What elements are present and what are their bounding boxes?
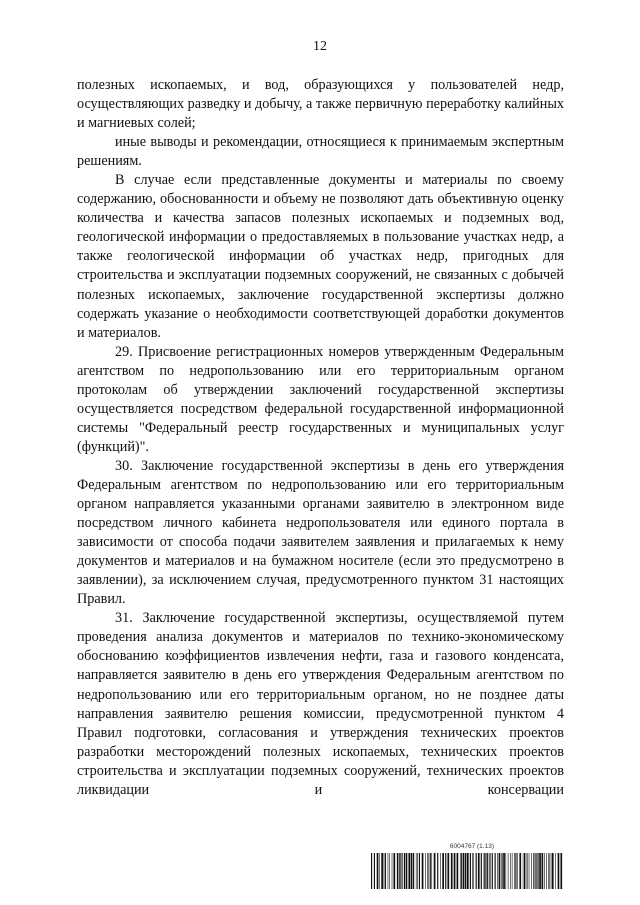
paragraph-clause-29: 29. Присвоение регистрационных номеров утвержденным Федеральным агентством по недропользованию или его территориальным органом протоколам об утверждении заключений государственной экспертизы осуществляется посредством федеральной государственной информационной системы "Федеральный реестр государственных и муниципальных услуг (функций)". bbox=[77, 343, 564, 455]
paragraph-clause-31: 31. Заключение государственной экспертизы, осуществляемой путем проведения анализа документов и материалов по технико-экономическому обоснованию коэффициентов извлечения нефти, газа и газового конденсата, направляется заявителю в день его утверждения Федеральным агентством по недропользованию или его территориальным органом, но не позднее даты направления заявителю решения комиссии, предусмотренной пунктом 4 Правил подготовки, согласования и утверждения технических проектов разработки месторождений полезных ископаемых, технических проектов строительства и эксплуатации подземных сооружений, технических проектов ликвидации и консервации bbox=[77, 610, 564, 798]
paragraph-insufficient-materials: В случае если представленные документы и материалы по своему содержанию, обоснованности и объему не позволяют дать объективную оценку количества и качества запасов полезных ископаемых и подземных вод, геологической информации о предоставляемых в пользование участках недр, а также геологической информации об участках недр, пригодных для строительства и эксплуатации подземных сооружений, не связанных с добычей полезных ископаемых, заключение государственной экспертизы должно содержать указание о необходимости соответствующей доработки документов и материалов. bbox=[77, 172, 564, 341]
barcode-icon bbox=[370, 853, 564, 889]
barcode-caption: 6004767 (1.13) bbox=[449, 843, 494, 850]
document-body bbox=[77, 76, 564, 800]
paragraph-other-conclusions: иные выводы и рекомендации, относящиеся к принимаемым экспертным решениям. bbox=[77, 134, 564, 170]
paragraph-clause-30: 30. Заключение государственной экспертизы в день его утверждения Федеральным агентством по недропользованию или его территориальным органом направляется указанными органами заявителю в электронном виде посредством личного кабинета недропользователя или единого портала в зависимости от способа подачи заявителем заявления и прилагаемых к нему документов и материалов и на бумажном носителе (если это предусмотрено в заявлении), за исключением случая, предусмотренного пунктом 31 настоящих Правил. bbox=[77, 457, 564, 608]
paragraph-continued: полезных ископаемых, и вод, образующихся у пользователей недр, осуществляющих разведку и добычу, а также первичную переработку калийных и магниевых солей; bbox=[77, 77, 564, 132]
page-number: 12 bbox=[313, 39, 327, 54]
document-barcode-block bbox=[370, 843, 564, 889]
